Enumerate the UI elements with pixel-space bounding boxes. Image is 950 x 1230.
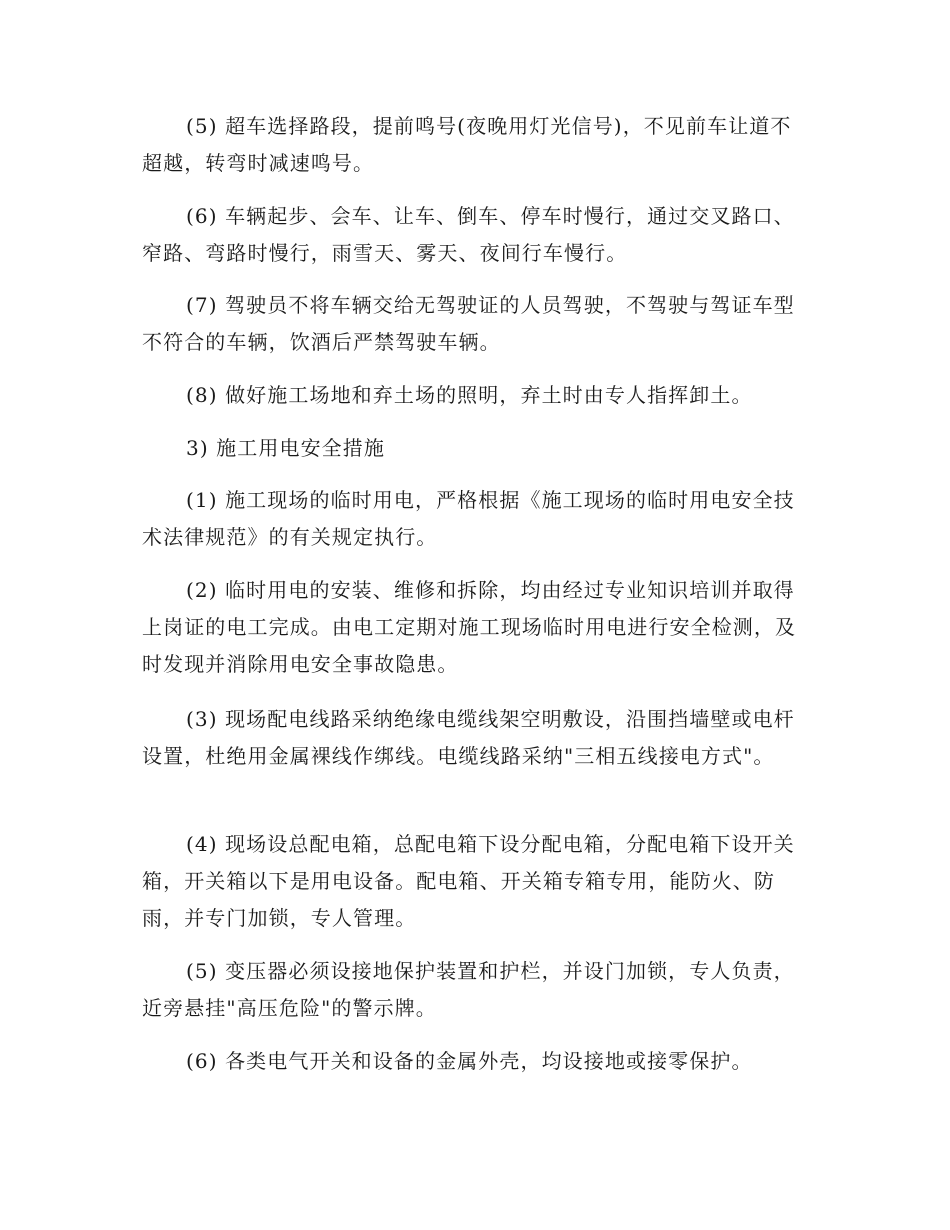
paragraph-5-overtaking: (5) 超车选择路段，提前鸣号(夜晚用灯光信号)，不见前车让道不超越，转弯时减速鸣号。 bbox=[142, 114, 792, 175]
paragraph-3-wiring: (3) 现场配电线路采纳绝缘电缆线架空明敷设，沿围挡墙壁或电杆设置，杜绝用金属裸线作绑线。电缆线路采纳"三相五线接电方式"。 bbox=[142, 707, 795, 768]
paragraph-2-installation: (2) 临时用电的安装、维修和拆除，均由经过专业知识培训并取得上岗证的电工完成。由电工定期对施工现场临时用电进行安全检测，及时发现并消除用电安全事故隐患。 bbox=[142, 578, 797, 676]
section-heading-electrical-safety: 3) 施工用电安全措施 bbox=[186, 436, 385, 460]
paragraph-5-transformer: (5) 变压器必须设接地保护装置和护栏，并设门加锁，专人负责，近旁悬挂"高压危险"的警示牌。 bbox=[142, 959, 795, 1020]
paragraph-4-distribution-boxes: (4) 现场设总配电箱，总配电箱下设分配电箱，分配电箱下设开关箱，开关箱以下是用电设备。配电箱、开关箱专箱专用，能防火、防雨，并专门加锁，专人管理。 bbox=[142, 832, 795, 930]
paragraph-6-grounding: (6) 各类电气开关和设备的金属外壳，均设接地或接零保护。 bbox=[186, 1049, 753, 1073]
paragraph-7-driver-rules: (7) 驾驶员不将车辆交给无驾驶证的人员驾驶，不驾驶与驾证车型不符合的车辆，饮酒后严禁驾驶车辆。 bbox=[142, 293, 795, 354]
paragraph-1-temporary-power: (1) 施工现场的临时用电，严格根据《施工现场的临时用电安全技术法律规范》的有关规定执行。 bbox=[142, 488, 795, 549]
paragraph-6-slow-driving: (6) 车辆起步、会车、让车、倒车、停车时慢行，通过交叉路口、窄路、弯路时慢行，雨雪天、雾天、夜间行车慢行。 bbox=[142, 204, 795, 265]
paragraph-8-lighting: (8) 做好施工场地和弃土场的照明，弃土时由专人指挥卸土。 bbox=[186, 383, 753, 407]
